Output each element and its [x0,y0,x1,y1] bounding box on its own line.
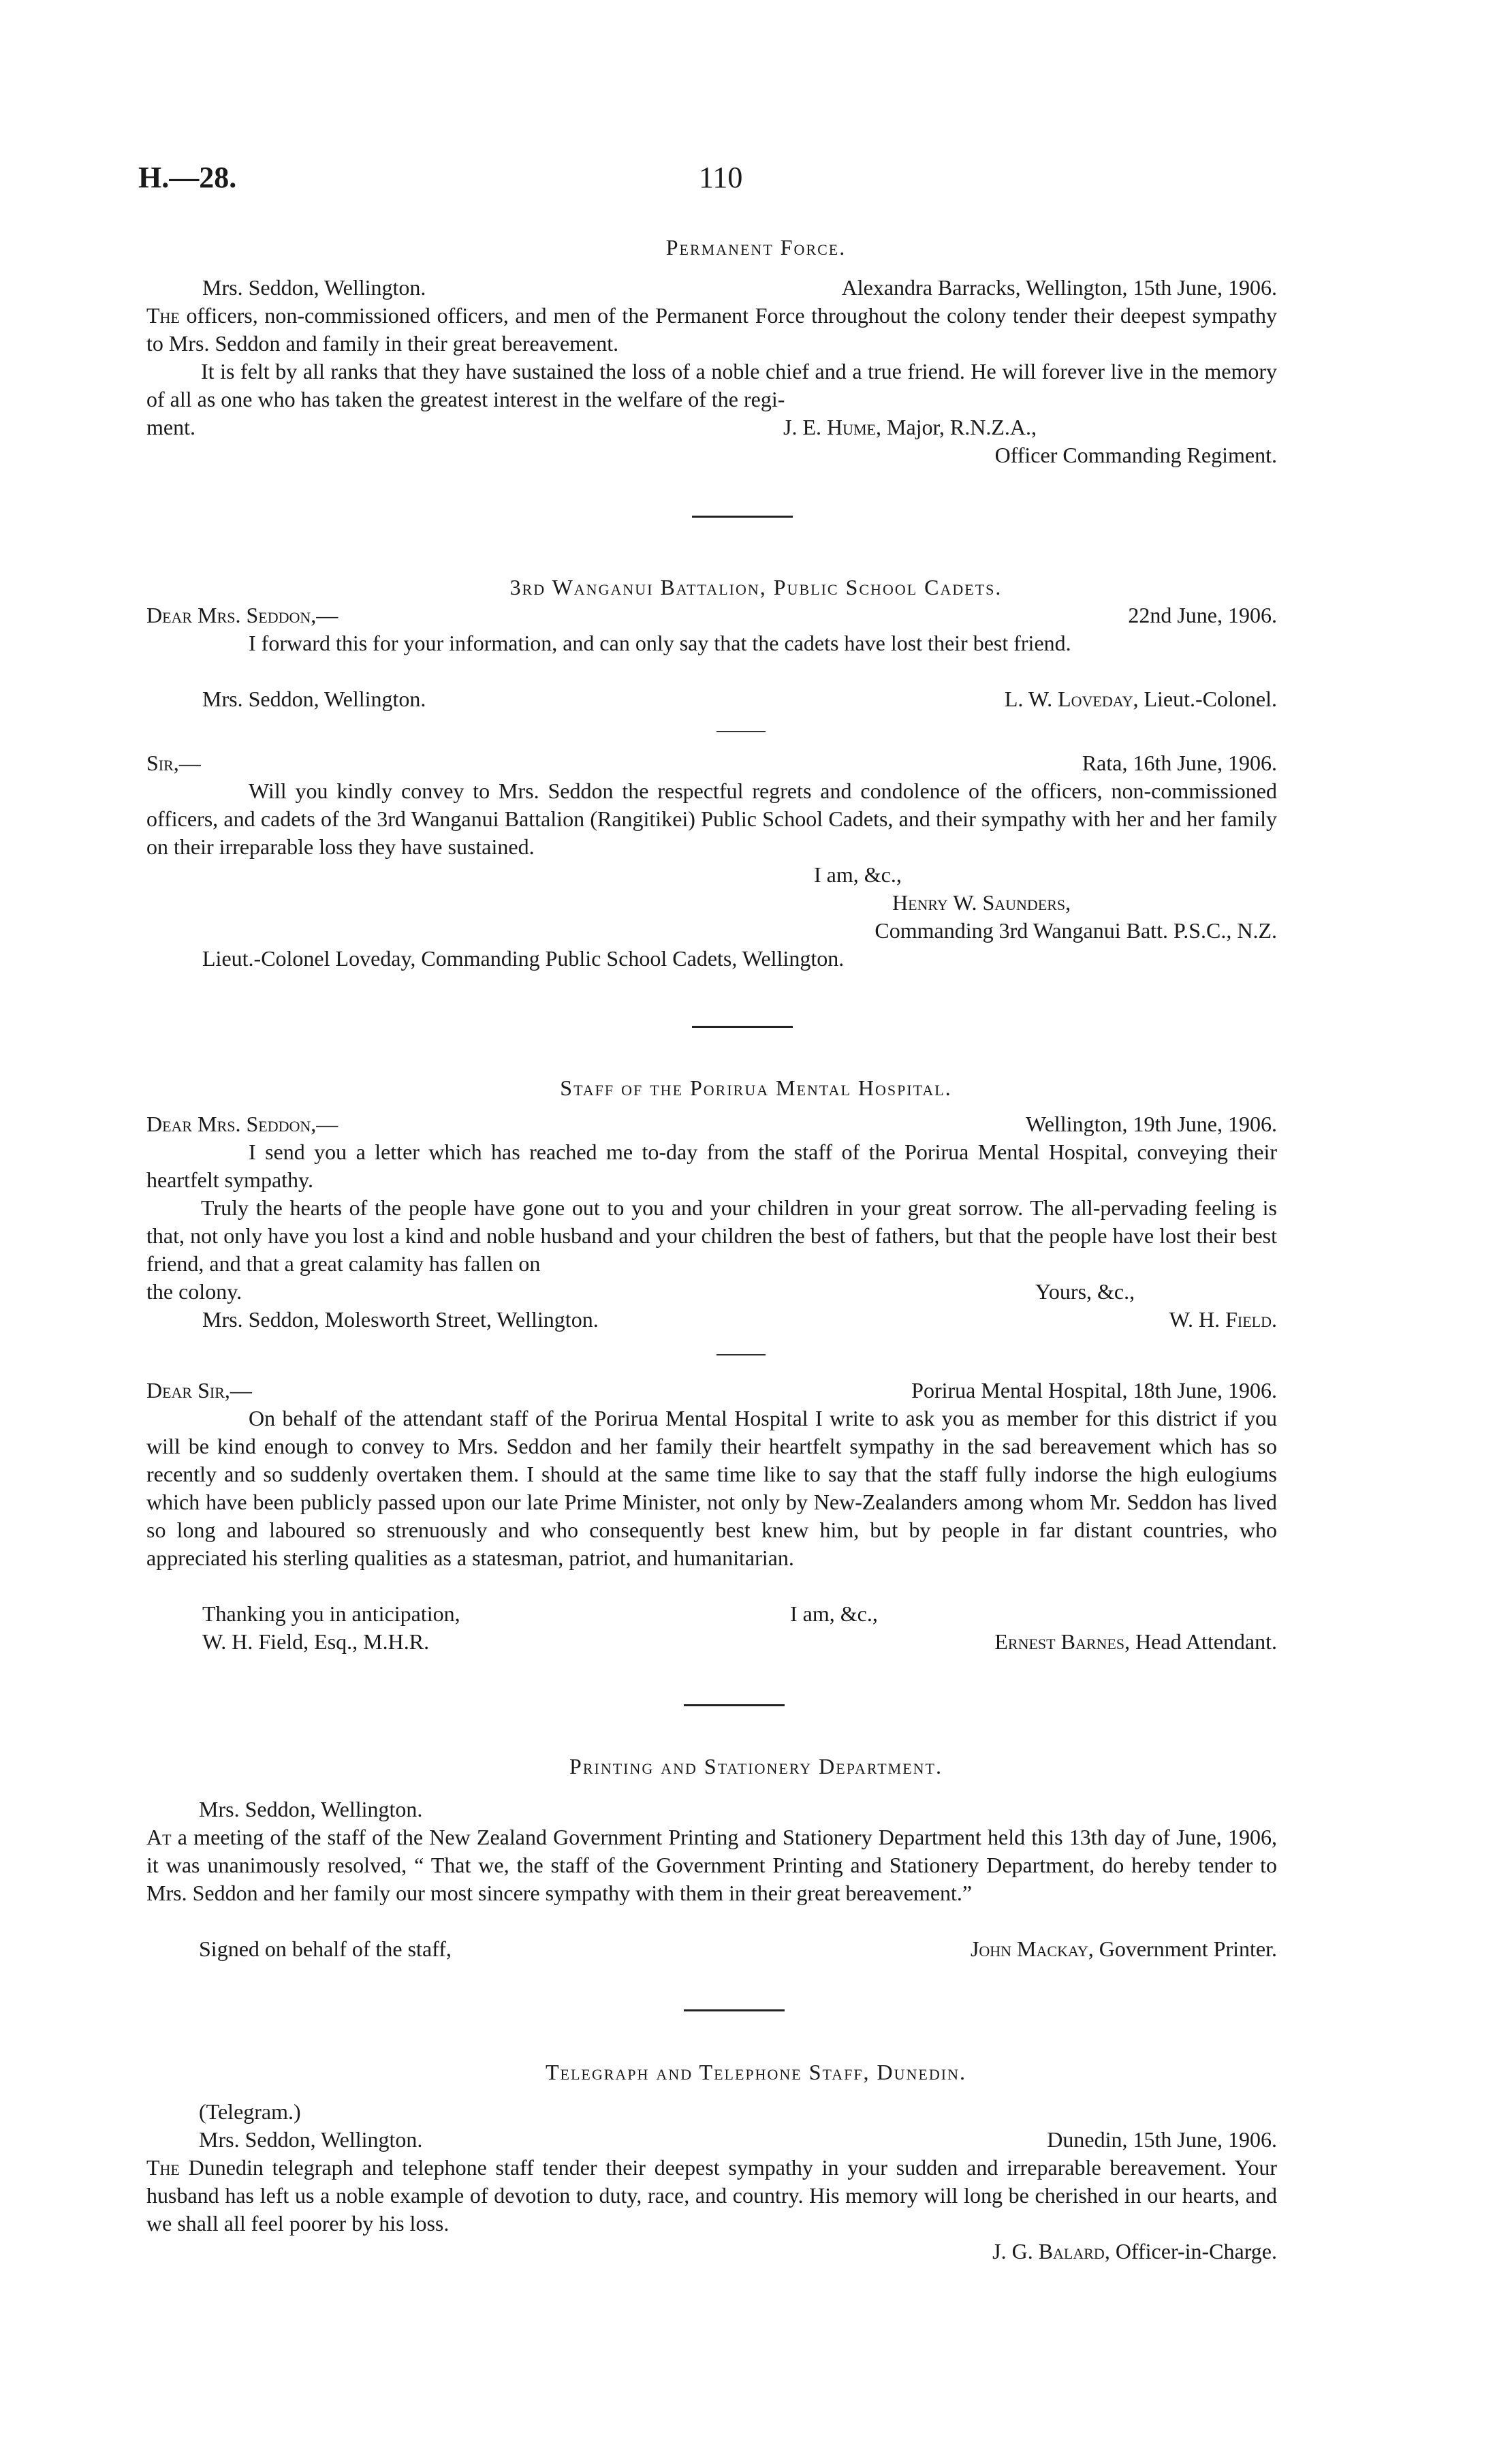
place-date: Alexandra Barracks, Wellington, 15th June, 1906. [841,275,1277,300]
letter-divider [716,1354,766,1355]
signature-name: John Mackay [970,1937,1088,1961]
signature-name: L. W. Loveday [1004,687,1133,711]
telegram-label: (Telegram.) [199,2099,301,2124]
lead-word: The [146,2155,180,2180]
paragraph: It is felt by all ranks that they have sustained the loss of a noble chief and a true friend. He will forever live in the memory of all as one who has taken the greatest interest in the welfare of the regi- [146,359,1277,411]
section-divider [692,516,793,518]
salutation: Dear Mrs. Seddon,— [146,1112,338,1136]
letter-date: 22nd June, 1906. [1128,603,1277,627]
paragraph: On behalf of the attendant staff of the Porirua Mental Hospital I write to ask you as member for this district if you will be kind enough to convey to Mrs. Seddon and her family their heartfelt sympathy in the sad bereavement which has so recently and so suddenly overtaken them. I should at the same time like to say that the staff fully indorse the high eulogiums which have been publicly passed upon our late Prime Minister, not only by New-Zealanders among whom Mr. Seddon has lived so long and laboured so strenuously and who consequently best knew him, but by people in far distant countries, who appreciated his sterling qualities as a statesman, patriot, and humanitarian. [146,1406,1277,1570]
signature-title: Commanding 3rd Wanganui Batt. P.S.C., N.Z. [875,918,1277,943]
addressee: Mrs. Seddon, Molesworth Street, Wellington. [202,1307,599,1332]
thanks-line: Thanking you in anticipation, [202,1601,460,1626]
addressee: Lieut.-Colonel Loveday, Commanding Public School Cadets, Wellington. [202,946,845,971]
closing: I am, &c., [814,862,902,887]
signature-title: Officer Commanding Regiment. [994,443,1277,467]
addressee: W. H. Field, Esq., M.H.R. [202,1629,430,1654]
section-title-porirua-hospital: Staff of the Porirua Mental Hospital. [560,1076,952,1100]
section-title-printing-department: Printing and Stationery Department. [569,1754,943,1778]
signature-name: Henry W. Saunders, [892,890,1071,915]
signature-name: Ernest Barnes [994,1629,1125,1654]
report-code: H.—28. [138,161,237,194]
letter-date: Wellington, 19th June, 1906. [1026,1112,1277,1136]
page-number: 110 [699,161,743,194]
section-divider [684,1704,785,1706]
paragraph-end: ment. [146,415,195,439]
salutation: Sir,— [146,751,201,775]
signature [1005,685,1277,713]
paragraph-text: Dunedin telegraph and telephone staff tender their deepest sympathy in your sudden and irreparable bereavement. Your husband has left us a noble example of devotion to duty, race, and country. His memory will long be cherished in our hearts, and we shall all feel poorer by his loss. [146,2155,1277,2236]
paragraph [146,302,1277,358]
lead-word: The [146,303,180,328]
closing: I am, &c., [790,1601,878,1626]
section-title-telegraph-staff: Telegraph and Telephone Staff, Dunedin. [546,2060,966,2084]
addressee: Mrs. Seddon, Wellington. [199,1797,423,1821]
paragraph-text: a meeting of the staff of the New Zealand Government Printing and Stationery Department held this 13th day of June, 1906, it was unanimously resolved, “ That we, the staff of the Government Printing and Stationery Department, do hereby tender to Mrs. Seddon and her family our most sincere sympathy with them in their great bereavement.” [146,1825,1277,1905]
letter-date: Rata, 16th June, 1906. [1082,751,1277,775]
letter-date: Porirua Mental Hospital, 18th June, 1906. [911,1378,1277,1402]
paragraph [146,2154,1277,2238]
signature [971,1935,1277,1963]
section-title-permanent-force: Permanent Force. [665,235,847,260]
addressee: Mrs. Seddon, Wellington. [202,275,426,300]
closing: Yours, &c., [1035,1279,1135,1304]
letter-divider [716,731,766,732]
addressee: Mrs. Seddon, Wellington. [199,2127,423,2152]
signed-line: Signed on behalf of the staff, [199,1937,452,1961]
paragraph-end: the colony. [146,1279,242,1304]
signature-rank: , Major, R.N.Z.A., [876,415,1037,439]
signature-title: , Head Attendant. [1124,1629,1277,1654]
signature-name: J. E. Hume [783,415,876,439]
signature [994,1628,1277,1656]
section-divider [692,1026,793,1028]
paragraph-text: officers, non-commissioned officers, and men of the Permanent Force throughout the colony tender their deepest sympathy to Mrs. Seddon and family in their great bereavement. [146,303,1277,356]
paragraph [146,1823,1277,1907]
letter-date: Dunedin, 15th June, 1906. [1047,2127,1277,2152]
paragraph: Will you kindly convey to Mrs. Seddon the respectful regrets and condolence of the officers, non-commissioned officers, and cadets of the 3rd Wanganui Battalion (Rangitikei) Public School Cadets, and their sympathy with her and her family on their irreparable loss they have sustained. [146,779,1277,859]
paragraph: I send you a letter which has reached me to-day from the staff of the Porirua Mental Hospital, conveying their heartfelt sympathy. [146,1140,1277,1192]
signature-title: , Government Printer. [1088,1937,1277,1961]
paragraph: Truly the hearts of the people have gone out to you and your children in your great sorrow. The all-pervading feeling is that, not only have you lost a kind and noble husband and your children the best of fathers, but that the people have lost their best friend, and that a great calamity has fallen on [146,1195,1277,1276]
paragraph: I forward this for your information, and can only say that the cadets have lost their best friend. [249,631,1071,655]
salutation: Dear Sir,— [146,1378,252,1402]
signature [783,413,1037,441]
salutation: Dear Mrs. Seddon,— [146,603,338,627]
signature-rank: , Lieut.-Colonel. [1133,687,1277,711]
section-divider [684,2009,785,2011]
addressee: Mrs. Seddon, Wellington. [202,687,426,711]
section-title-wanganui-battalion: 3rd Wanganui Battalion, Public School Cadets. [509,575,1003,599]
signature-name: W. H. Field. [1169,1307,1277,1332]
signature-title: , Officer-in-Charge. [1104,2239,1277,2263]
signature [992,2238,1277,2265]
lead-word: At [146,1825,172,1849]
signature-name: J. G. Balard [992,2239,1105,2263]
